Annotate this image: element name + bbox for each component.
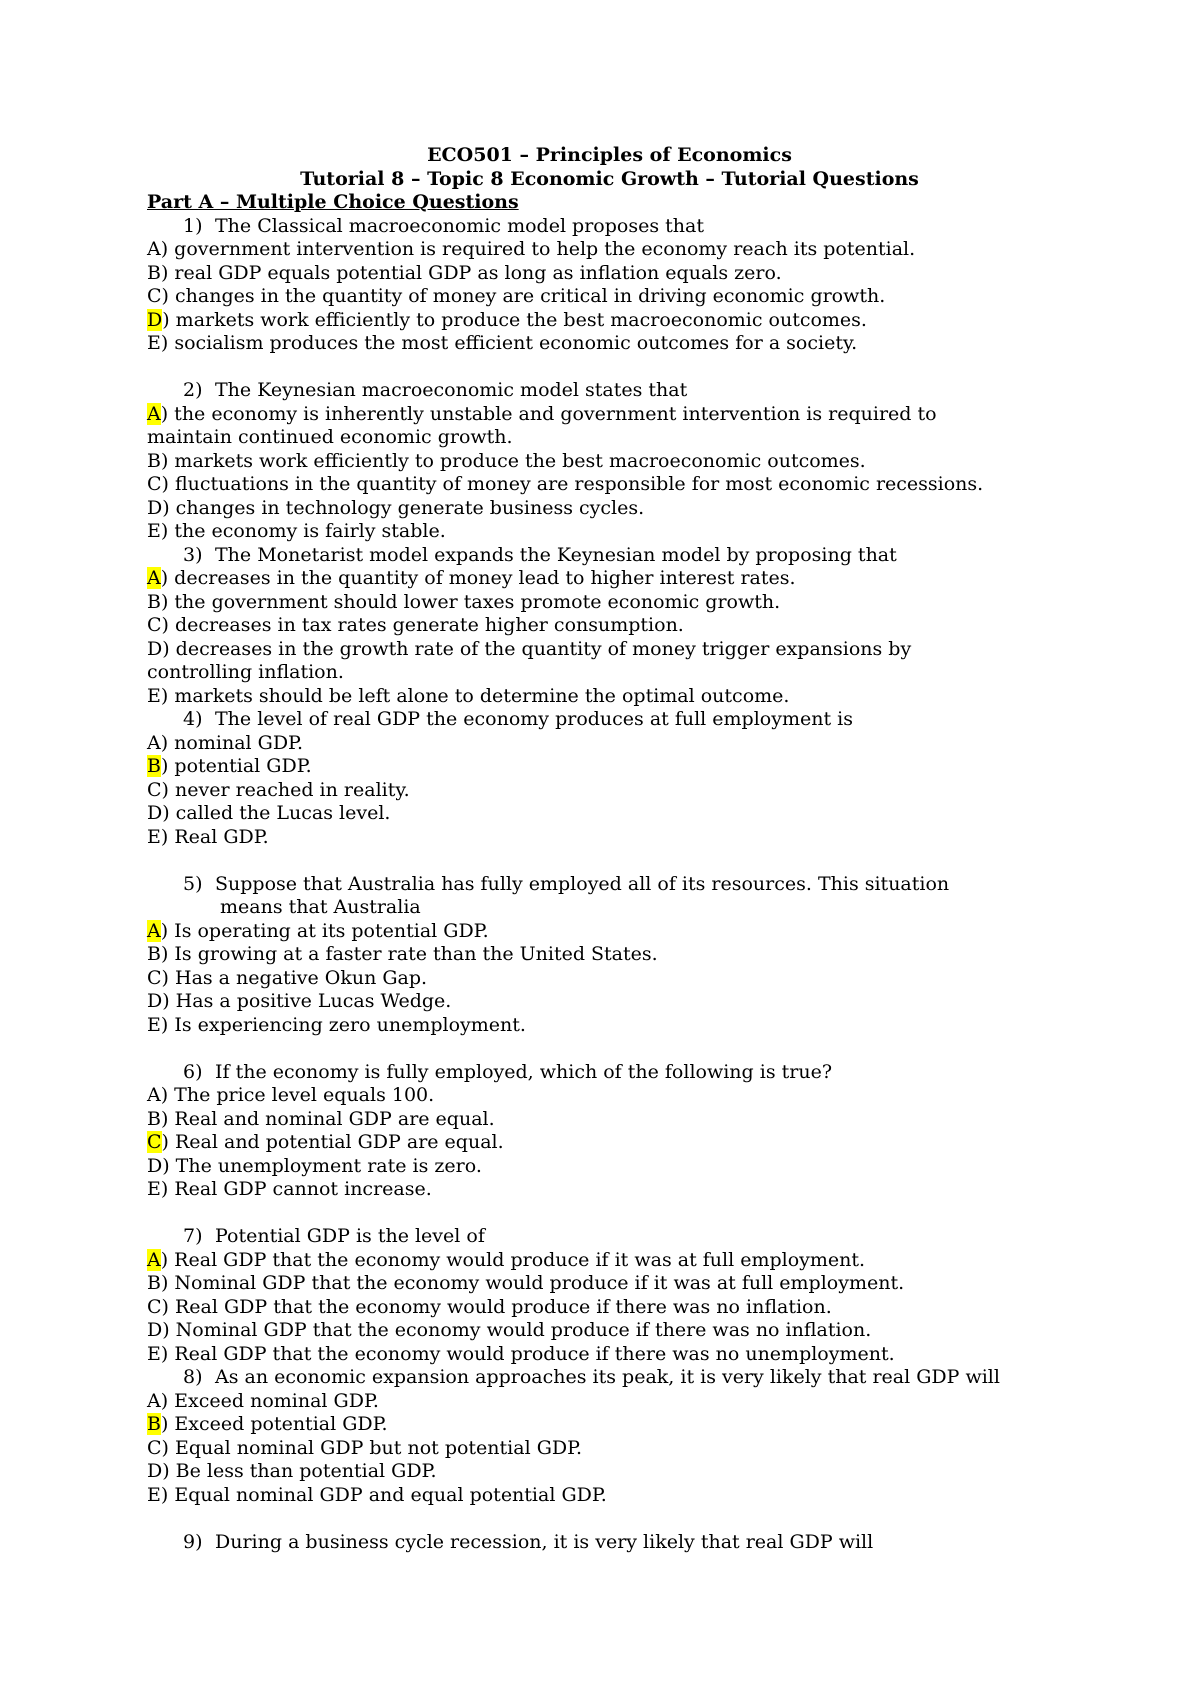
- answer-option: [147, 591, 1072, 615]
- answer-text: ) never reached in reality.: [161, 778, 410, 801]
- answer-text: ) The unemployment rate is zero.: [162, 1154, 482, 1177]
- answer-letter: C: [147, 778, 162, 801]
- answer-option: [147, 1272, 1072, 1296]
- question-text: As an economic expansion approaches its peak, it is very likely that real GDP will: [215, 1366, 1000, 1388]
- answer-text: ) Real GDP.: [160, 825, 269, 848]
- question-number: 7): [183, 1225, 203, 1247]
- answer-option: [147, 497, 1072, 521]
- answer-option: [147, 1460, 1072, 1484]
- answer-text: ) Nominal GDP that the economy would produce if it was at full employment.: [160, 1272, 905, 1294]
- blank-line: [147, 1202, 1072, 1226]
- answer-text: ) Real GDP that the economy would produce if it was at full employment.: [160, 1248, 866, 1271]
- answer-letter: D: [147, 1154, 163, 1177]
- answer-letter: D: [147, 990, 163, 1012]
- answer-option: [147, 685, 1072, 709]
- answer-text-continued: maintain continued economic growth.: [147, 426, 513, 448]
- blank-line: [147, 356, 1072, 380]
- answer-letter: A: [147, 1389, 161, 1412]
- tutorial-title: Tutorial 8 – Topic 8 Economic Growth – Tutorial Questions: [300, 167, 919, 190]
- answer-text: ) Has a positive Lucas Wedge.: [162, 990, 452, 1012]
- question-stem: [147, 1225, 1072, 1249]
- question-stem: [147, 379, 1072, 403]
- question-text: During a business cycle recession, it is very likely that real GDP will: [215, 1530, 874, 1553]
- answer-letter: D: [147, 1460, 163, 1482]
- question-text: The level of real GDP the economy produces at full employment is: [215, 708, 853, 730]
- answer-option: [147, 920, 1072, 944]
- answer-text: ) potential GDP.: [160, 755, 312, 777]
- answer-letter: E: [147, 684, 161, 707]
- question-stem: [147, 873, 1072, 897]
- answer-text: ) Is experiencing zero unemployment.: [160, 1013, 526, 1036]
- answer-option: [147, 520, 1072, 544]
- answer-letter-highlighted: C: [147, 1131, 162, 1153]
- question-block: [147, 1531, 1072, 1555]
- answer-text: ) The price level equals 100.: [160, 1084, 435, 1106]
- answer-option: [147, 1249, 1072, 1273]
- answer-option: [147, 1178, 1072, 1202]
- answer-option: [147, 779, 1072, 803]
- answer-option: [147, 1155, 1072, 1179]
- question-stem: [147, 708, 1072, 732]
- blank-line: [147, 1507, 1072, 1531]
- answer-option: [147, 403, 1072, 427]
- answer-letter-highlighted: B: [147, 1413, 161, 1435]
- question-block: [147, 1061, 1072, 1226]
- answer-text: ) markets should be left alone to determine the optimal outcome.: [160, 684, 790, 707]
- answer-text: ) Nominal GDP that the economy would produce if there was no inflation.: [162, 1319, 872, 1341]
- answer-text-continued: controlling inflation.: [147, 661, 344, 683]
- answer-letter: B: [147, 1107, 161, 1130]
- answer-text: ) Be less than potential GDP.: [162, 1460, 437, 1482]
- answer-letter: C: [147, 966, 162, 989]
- answer-letter-highlighted: A: [147, 402, 161, 425]
- question-block: [147, 1225, 1072, 1366]
- answer-text: ) Equal nominal GDP and equal potential GDP.: [160, 1483, 607, 1506]
- answer-letter: E: [147, 332, 161, 354]
- answer-letter: B: [147, 590, 161, 613]
- course-title: ECO501 – Principles of Economics: [427, 144, 792, 166]
- answer-text: ) Real GDP that the economy would produce if there was no inflation.: [161, 1295, 832, 1318]
- answer-letter: E: [147, 825, 161, 848]
- answer-option: [147, 309, 1072, 333]
- answer-text: ) the economy is inherently unstable and government intervention is required to: [160, 402, 937, 425]
- question-number: 4): [183, 708, 203, 730]
- answer-letter: B: [147, 1272, 161, 1294]
- answer-letter: C: [147, 473, 162, 495]
- answer-letter: B: [147, 449, 161, 472]
- answer-letter: C: [147, 1295, 162, 1318]
- answer-text: ) real GDP equals potential GDP as long as inflation equals zero.: [160, 261, 782, 284]
- answer-text: ) nominal GDP.: [160, 731, 304, 754]
- answer-option: [147, 755, 1072, 779]
- question-list: [147, 215, 1072, 1555]
- answer-letter: D: [147, 802, 163, 824]
- document-content: [147, 144, 1072, 1554]
- answer-text: ) Real GDP that the economy would produce if there was no unemployment.: [160, 1342, 895, 1365]
- answer-option: [147, 1437, 1072, 1461]
- answer-option: [147, 473, 1072, 497]
- answer-letter-highlighted: A: [147, 919, 161, 942]
- question-number: 2): [183, 379, 203, 401]
- answer-option: [147, 450, 1072, 474]
- answer-text: ) Exceed nominal GDP.: [160, 1389, 379, 1412]
- answer-text: ) the economy is fairly stable.: [160, 520, 446, 542]
- answer-text: ) Real GDP cannot increase.: [160, 1178, 432, 1200]
- question-number: 1): [183, 214, 203, 237]
- question-stem: [147, 215, 1072, 239]
- question-block: [147, 873, 1072, 1061]
- answer-text: ) markets work efficiently to produce the best macroeconomic outcomes.: [160, 449, 866, 472]
- answer-letter: C: [147, 614, 162, 636]
- answer-option: [147, 262, 1072, 286]
- answer-text: ) decreases in the quantity of money lead to higher interest rates.: [160, 567, 796, 589]
- question-stem: [147, 1531, 1072, 1555]
- question-stem: [147, 544, 1072, 568]
- answer-text: ) Real and potential GDP are equal.: [161, 1131, 504, 1153]
- question-text: The Monetarist model expands the Keynesian model by proposing that: [215, 543, 897, 566]
- answer-option: [147, 1108, 1072, 1132]
- answer-letter-highlighted: D: [147, 308, 163, 331]
- answer-letter: C: [147, 1436, 162, 1459]
- answer-option: [147, 1131, 1072, 1155]
- answer-option: [147, 967, 1072, 991]
- question-block: [147, 544, 1072, 709]
- answer-text: ) decreases in the growth rate of the quantity of money trigger expansions by: [162, 637, 912, 660]
- answer-text: ) Is operating at its potential GDP.: [160, 919, 489, 942]
- question-number: 8): [183, 1366, 203, 1388]
- answer-text: ) Exceed potential GDP.: [160, 1413, 388, 1435]
- answer-option: [147, 802, 1072, 826]
- answer-option: [147, 1084, 1072, 1108]
- answer-letter: C: [147, 285, 162, 307]
- blank-line: [147, 849, 1072, 873]
- part-heading: Part A – Multiple Choice Questions: [147, 191, 519, 213]
- question-block: [147, 1366, 1072, 1531]
- answer-option: [147, 238, 1072, 262]
- answer-option: [147, 1296, 1072, 1320]
- answer-option: [147, 1014, 1072, 1038]
- answer-option: [147, 732, 1072, 756]
- answer-letter: A: [147, 1084, 161, 1106]
- answer-letter: E: [147, 1178, 161, 1200]
- answer-option: [147, 1319, 1072, 1343]
- answer-letter: D: [147, 637, 163, 660]
- answer-option: [147, 826, 1072, 850]
- answer-text: ) fluctuations in the quantity of money are responsible for most economic recessions.: [161, 473, 984, 495]
- answer-text: ) Equal nominal GDP but not potential GDP.: [161, 1436, 583, 1459]
- answer-option: [147, 990, 1072, 1014]
- question-text: Suppose that Australia has fully employed all of its resources. This situation: [215, 872, 950, 895]
- answer-letter-highlighted: A: [147, 1248, 161, 1271]
- answer-option: [147, 1343, 1072, 1367]
- question-text: The Classical macroeconomic model proposes that: [215, 214, 704, 237]
- answer-letter: B: [147, 261, 161, 284]
- answer-text: ) socialism produces the most efficient economic outcomes for a society.: [160, 332, 858, 354]
- answer-text: ) the government should lower taxes promote economic growth.: [160, 590, 781, 613]
- answer-letter: A: [147, 238, 161, 260]
- answer-option: [147, 1390, 1072, 1414]
- answer-option: [147, 1413, 1072, 1437]
- question-number: 6): [183, 1060, 203, 1083]
- answer-option: [147, 638, 1072, 662]
- question-text-continued: means that Australia: [220, 896, 421, 918]
- answer-text: ) Has a negative Okun Gap.: [161, 966, 428, 989]
- answer-letter-highlighted: B: [147, 755, 161, 777]
- question-number: 5): [183, 872, 203, 895]
- answer-option: [147, 567, 1072, 591]
- answer-letter-highlighted: A: [147, 567, 161, 589]
- question-stem: [147, 1366, 1072, 1390]
- answer-letter: A: [147, 731, 161, 754]
- answer-option: [147, 1484, 1072, 1508]
- answer-text: ) Real and nominal GDP are equal.: [160, 1107, 495, 1130]
- answer-text: ) markets work efficiently to produce the best macroeconomic outcomes.: [162, 308, 867, 331]
- answer-text: ) changes in the quantity of money are critical in driving economic growth.: [161, 285, 886, 307]
- question-stem: [147, 1061, 1072, 1085]
- question-block: [147, 708, 1072, 873]
- answer-option: [147, 614, 1072, 638]
- question-text: If the economy is fully employed, which of the following is true?: [215, 1060, 832, 1083]
- answer-text: ) changes in technology generate business cycles.: [162, 496, 645, 519]
- answer-option: [147, 285, 1072, 309]
- question-number: 9): [183, 1530, 203, 1553]
- answer-text: ) Is growing at a faster rate than the United States.: [160, 943, 658, 965]
- question-text: Potential GDP is the level of: [215, 1225, 485, 1247]
- question-block: [147, 215, 1072, 380]
- answer-text: ) government intervention is required to help the economy reach its potential.: [160, 238, 916, 260]
- answer-option: [147, 332, 1072, 356]
- answer-letter: E: [147, 1013, 161, 1036]
- answer-text: ) called the Lucas level.: [162, 802, 391, 824]
- question-text: The Keynesian macroeconomic model states that: [215, 379, 688, 401]
- answer-option: [147, 943, 1072, 967]
- answer-letter: E: [147, 520, 161, 542]
- answer-text: ) decreases in tax rates generate higher consumption.: [161, 614, 684, 636]
- blank-line: [147, 1037, 1072, 1061]
- answer-letter: D: [147, 496, 163, 519]
- answer-letter: E: [147, 1483, 161, 1506]
- question-number: 3): [183, 543, 203, 566]
- answer-letter: B: [147, 943, 161, 965]
- question-block: [147, 379, 1072, 544]
- answer-letter: E: [147, 1342, 161, 1365]
- answer-letter: D: [147, 1319, 163, 1341]
